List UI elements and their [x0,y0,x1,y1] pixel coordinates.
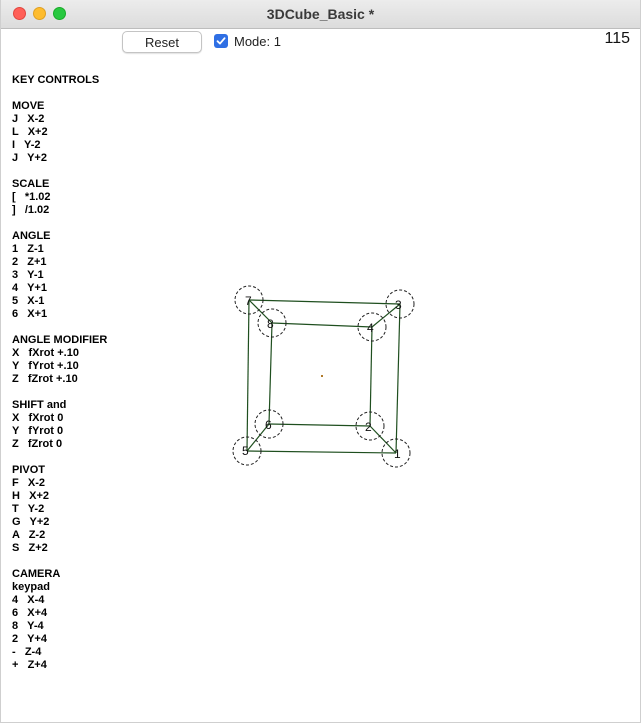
key-controls-heading: KEY CONTROLS [12,74,100,86]
cube-edge [269,424,370,426]
section-title: SHIFT and [12,399,67,411]
key-binding: I Y-2 [12,139,41,151]
key-binding: Y fYrot 0 [12,425,64,437]
key-binding: 1 Z-1 [12,243,44,255]
key-binding: 4 X-4 [12,594,45,606]
key-binding: X fXrot +.10 [12,347,79,359]
key-binding: ] /1.02 [12,204,50,216]
key-binding: Z fZrot 0 [12,438,63,450]
vertex-label: 3 [395,298,402,312]
key-binding: 3 Y-1 [12,269,44,281]
key-binding: S Z+2 [12,542,48,554]
key-binding: [ *1.02 [12,191,51,203]
key-binding: J X-2 [12,113,45,125]
vertex-label: 6 [265,418,272,432]
key-binding: 4 Y+1 [12,282,47,294]
cube-edge [272,323,372,327]
cube-edge [249,300,400,304]
cube-edge [370,327,372,426]
key-binding: L X+2 [12,126,48,138]
key-binding: - Z-4 [12,646,42,658]
key-binding: J Y+2 [12,152,47,164]
reset-button[interactable]: Reset [122,31,202,53]
key-binding: G Y+2 [12,516,50,528]
key-binding: Z fZrot +.10 [12,373,78,385]
key-binding: 6 X+1 [12,308,48,320]
vertex-label: 7 [245,294,252,308]
vertex-label: 4 [367,321,374,335]
key-binding: H X+2 [12,490,49,502]
key-binding: 6 X+4 [12,607,48,619]
cube-edge [247,451,396,453]
key-binding: X fXrot 0 [12,412,64,424]
cube-edge [396,304,400,453]
section-title: ANGLE [12,230,51,242]
vertex-label: 2 [365,420,372,434]
window-title: 3DCube_Basic * [266,6,375,22]
cube-edge [247,300,249,451]
vertex-label: 8 [267,317,274,331]
section-title: ANGLE MODIFIER [12,334,108,346]
key-binding: 8 Y-4 [12,620,44,632]
key-binding: 5 X-1 [12,295,45,307]
key-binding: 2 Y+4 [12,633,47,645]
vertex-label: 1 [394,447,401,461]
vertex-label: 5 [242,444,249,458]
key-binding: Y fYrot +.10 [12,360,79,372]
section-title: SCALE [12,178,50,190]
cube-edge [269,323,272,424]
key-binding: 2 Z+1 [12,256,47,268]
pivot-point [321,375,323,377]
frame-counter: 115 [604,30,630,47]
mode-label: Mode: 1 [234,33,281,49]
key-binding: + Z+4 [12,659,47,671]
key-binding: keypad [12,581,50,593]
section-title: PIVOT [12,464,46,476]
section-title: CAMERA [12,568,61,580]
cube-canvas[interactable] [1,0,641,723]
key-binding: A Z-2 [12,529,46,541]
key-binding: T Y-2 [12,503,45,515]
section-title: MOVE [12,100,45,112]
key-binding: F X-2 [12,477,46,489]
